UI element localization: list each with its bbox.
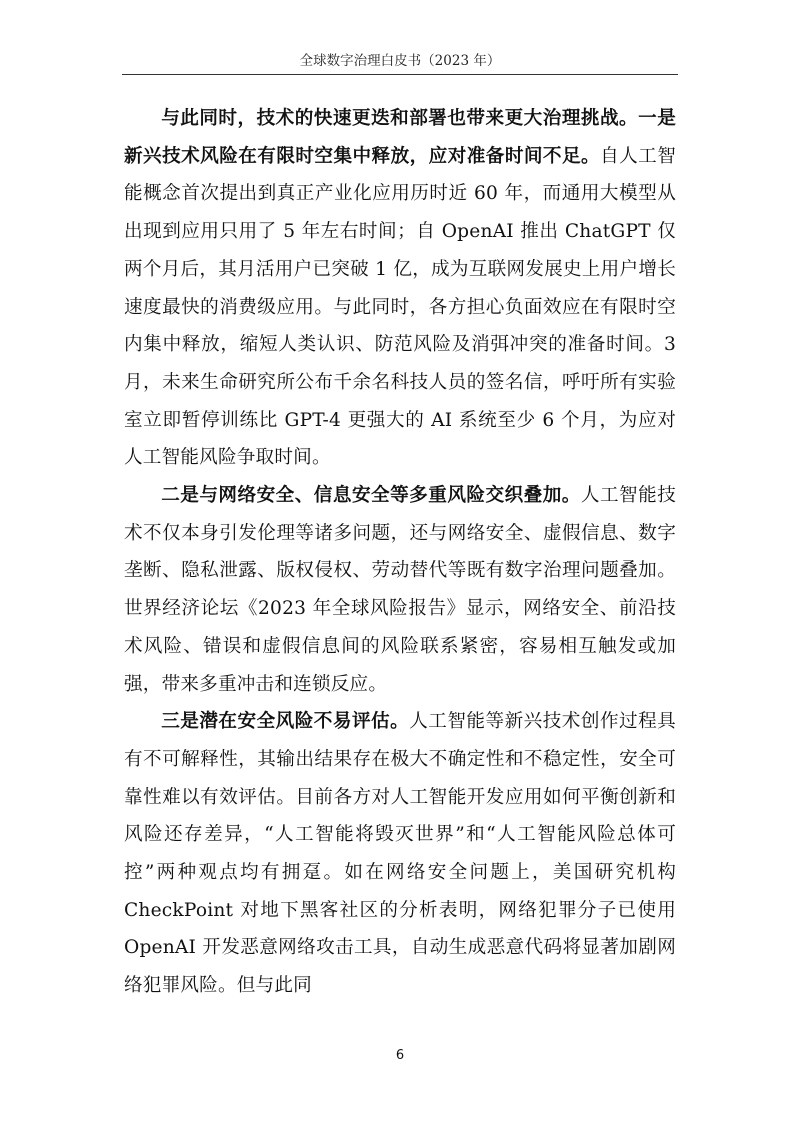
page-number: 6 [395,1048,405,1063]
paragraph-lead: 三是潜在安全风险不易评估。 [161,711,410,733]
running-header: 全球数字治理白皮书（2023 年） [299,53,501,69]
paragraph-text: 人工智能等新兴技术创作过程具有不可解释性，其输出结果存在极大不确定性和不稳定性，安全可靠性难以有效评估。目前各方对人工智能开发应用如何平衡创新和风险还存差异，“人工智能将毁灭世界”和“人工智能风险总体可控”两种观点均有拥趸。如在网络安全问题上，美国研究机构 CheckPoint 对地下黑客社区的分析表明，网络犯罪分子已使用 OpenAI 开发恶意网络攻击工具，自动生成恶意代码将显著加剧网络犯罪风险。但与此同 [124,711,676,997]
document-body [124,100,676,1005]
paragraph-text: 自人工智能概念首次提出到真正产业化应用历时近 60 年，而通用大模型从出现到应用只用了 5 年左右时间；自 OpenAI 推出 ChatGPT 仅两个月后，其月活用户已突破 1 亿，成为互联网发展史上用户增长速度最快的消费级应用。与此同时，各方担心负面效应在有限时空内集中释放，缩短人类认识、防范风险及消弭冲突的准备时间。3 月，未来生命研究所公布千余名科技人员的签名信，呼吁所有实验室立即暂停训练比 GPT-4 更强大的 AI 系统至少 6 个月，为应对人工智能风险争取时间。 [124,145,676,469]
paragraph-assessment-difficulty [124,703,676,1005]
header-divider [122,74,678,75]
paragraph-lead: 与此同时，技术的快速更迭和部署也带来更大治理挑战。一是新兴技术风险在有限时空集中释放，应对准备时间不足。 [124,108,676,167]
paragraph-lead: 二是与网络安全、信息安全等多重风险交织叠加。 [161,485,581,507]
paragraph-new-tech-risk [124,100,676,477]
paragraph-overlapping-risks [124,477,676,703]
paragraph-text: 人工智能技术不仅本身引发伦理等诸多问题，还与网络安全、虚假信息、数字垄断、隐私泄露、版权侵权、劳动替代等既有数字治理问题叠加。世界经济论坛《2023 年全球风险报告》显示，网络安全、前沿技术风险、错误和虚假信息间的风险联系紧密，容易相互触发或加强，带来多重冲击和连锁反应。 [124,485,676,695]
